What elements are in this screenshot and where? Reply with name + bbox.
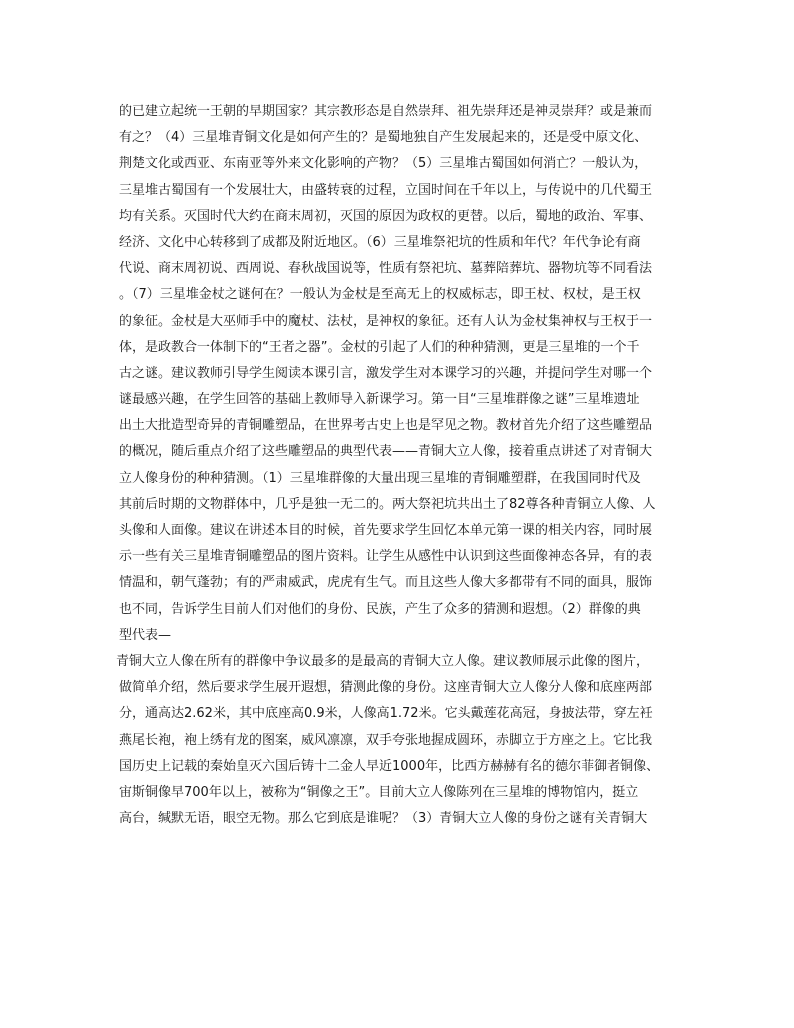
- text-line: 。（7）三星堆金杖之谜何在？一般认为金杖是至高无上的权威标志，即王杖、权杖，是王权: [119, 287, 641, 303]
- text-line: 高台，缄默无语，眼空无物。那么它到底是谁呢？（3）青铜大立人像的身份之谜有关青铜大: [119, 811, 648, 827]
- text-line: 型代表—: [119, 627, 172, 643]
- text-line: 燕尾长袍，袍上绣有龙的图案，威风凛凛，双手夸张地握成圆环，赤脚立于方座之上。它比我: [119, 732, 653, 748]
- text-line: 情温和，朝气蓬勃；有的严肃威武，虎虎有生气。而且这些人像大多都带有不同的面具，服饰: [119, 575, 653, 591]
- text-line: 示一些有关三星堆青铜雕塑品的图片资料。让学生从感性中认识到这些面像神态各异，有的表: [119, 549, 653, 565]
- text-line: 荆楚文化或西亚、东南亚等外来文化影响的产物？（5）三星堆古蜀国如何消亡？一般认为，: [119, 156, 648, 172]
- text-line: 代说、商末周初说、西周说、春秋战国说等，性质有祭祀坑、墓葬陪葬坑、器物坑等不同看法: [119, 261, 653, 277]
- text-line: 的象征。金杖是大巫师手中的魔杖、法杖，是神权的象征。还有人认为金杖集神权与王权于一: [119, 313, 653, 329]
- text-line: 三星堆古蜀国有一个发展壮大，由盛转衰的过程，立国时间在千年以上，与传说中的几代蜀王: [119, 182, 653, 198]
- text-line: 也不同，告诉学生目前人们对他们的身份、民族，产生了众多的猜测和遐想。（2）群像的典: [119, 601, 641, 617]
- text-line: 分，通高达2.62米，其中底座高0.9米，人像高1.72米。它头戴莲花高冠，身披法带，穿左衽: [119, 706, 653, 722]
- text-line: 均有关系。灭国时代大约在商末周初，灭国的原因为政权的更替。以后，蜀地的政治、军事、: [119, 208, 653, 224]
- text-line: 头像和人面像。建议在讲述本目的时候，首先要求学生回忆本单元第一课的相关内容，同时展: [119, 523, 653, 538]
- text-line: 国历史上记载的秦始皇灭六国后铸十二金人早近1000年，比西方赫赫有名的德尔菲御者铜像、: [119, 758, 660, 774]
- text-line: 其前后时期的文物群体中，几乎是独一无二的。两大祭祀坑共出土了82尊各种青铜立人像、人: [119, 496, 656, 512]
- body-text: [116, 99, 679, 832]
- text-line: 经济、文化中心转移到了成都及附近地区。（6）三星堆祭祀坑的性质和年代？年代争论有商: [119, 234, 641, 250]
- text-line: 体，是政教合一体制下的“王者之器”。金杖的引起了人们的种种猜测，更是三星堆的一个千: [119, 339, 640, 355]
- text-line: 做简单介绍，然后要求学生展开遐想，猜测此像的身份。这座青铜大立人像分人像和底座两部: [119, 680, 653, 696]
- text-line: 有之？（4）三星堆青铜文化是如何产生的？是蜀地独自产生发展起来的，还是受中原文化、: [119, 130, 648, 146]
- text-line: 宙斯铜像早700年以上，被称为“铜像之王”。目前大立人像陈列在三星堆的博物馆内，挺立: [119, 784, 639, 800]
- text-line: 出土大批造型奇异的青铜雕塑品，在世界考古史上也是罕见之物。教材首先介绍了这些雕塑品: [119, 418, 653, 434]
- text-line: 的概况，随后重点介绍了这些雕塑品的典型代表——青铜大立人像，接着重点讲述了对青铜大: [119, 444, 653, 460]
- text-line: 谜最感兴趣，在学生回答的基础上教师导入新课学习。第一目“三星堆群像之谜”三星堆遗址: [119, 392, 640, 408]
- text-line: 青铜大立人像在所有的群像中争议最多的是最高的青铜大立人像。建议教师展示此像的图片，: [116, 653, 650, 669]
- text-line: 的已建立起统一王朝的早期国家？其宗教形态是自然崇拜、祖先崇拜还是神灵崇拜？或是兼而: [119, 104, 653, 119]
- text-line: 立人像身份的种种猜测。（1）三星堆群像的大量出现三星堆的青铜雕塑群，在我国同时代及: [119, 470, 641, 486]
- text-line: 古之谜。建议教师引导学生阅读本课引言，激发学生对本课学习的兴趣，并提问学生对哪一个: [119, 365, 653, 381]
